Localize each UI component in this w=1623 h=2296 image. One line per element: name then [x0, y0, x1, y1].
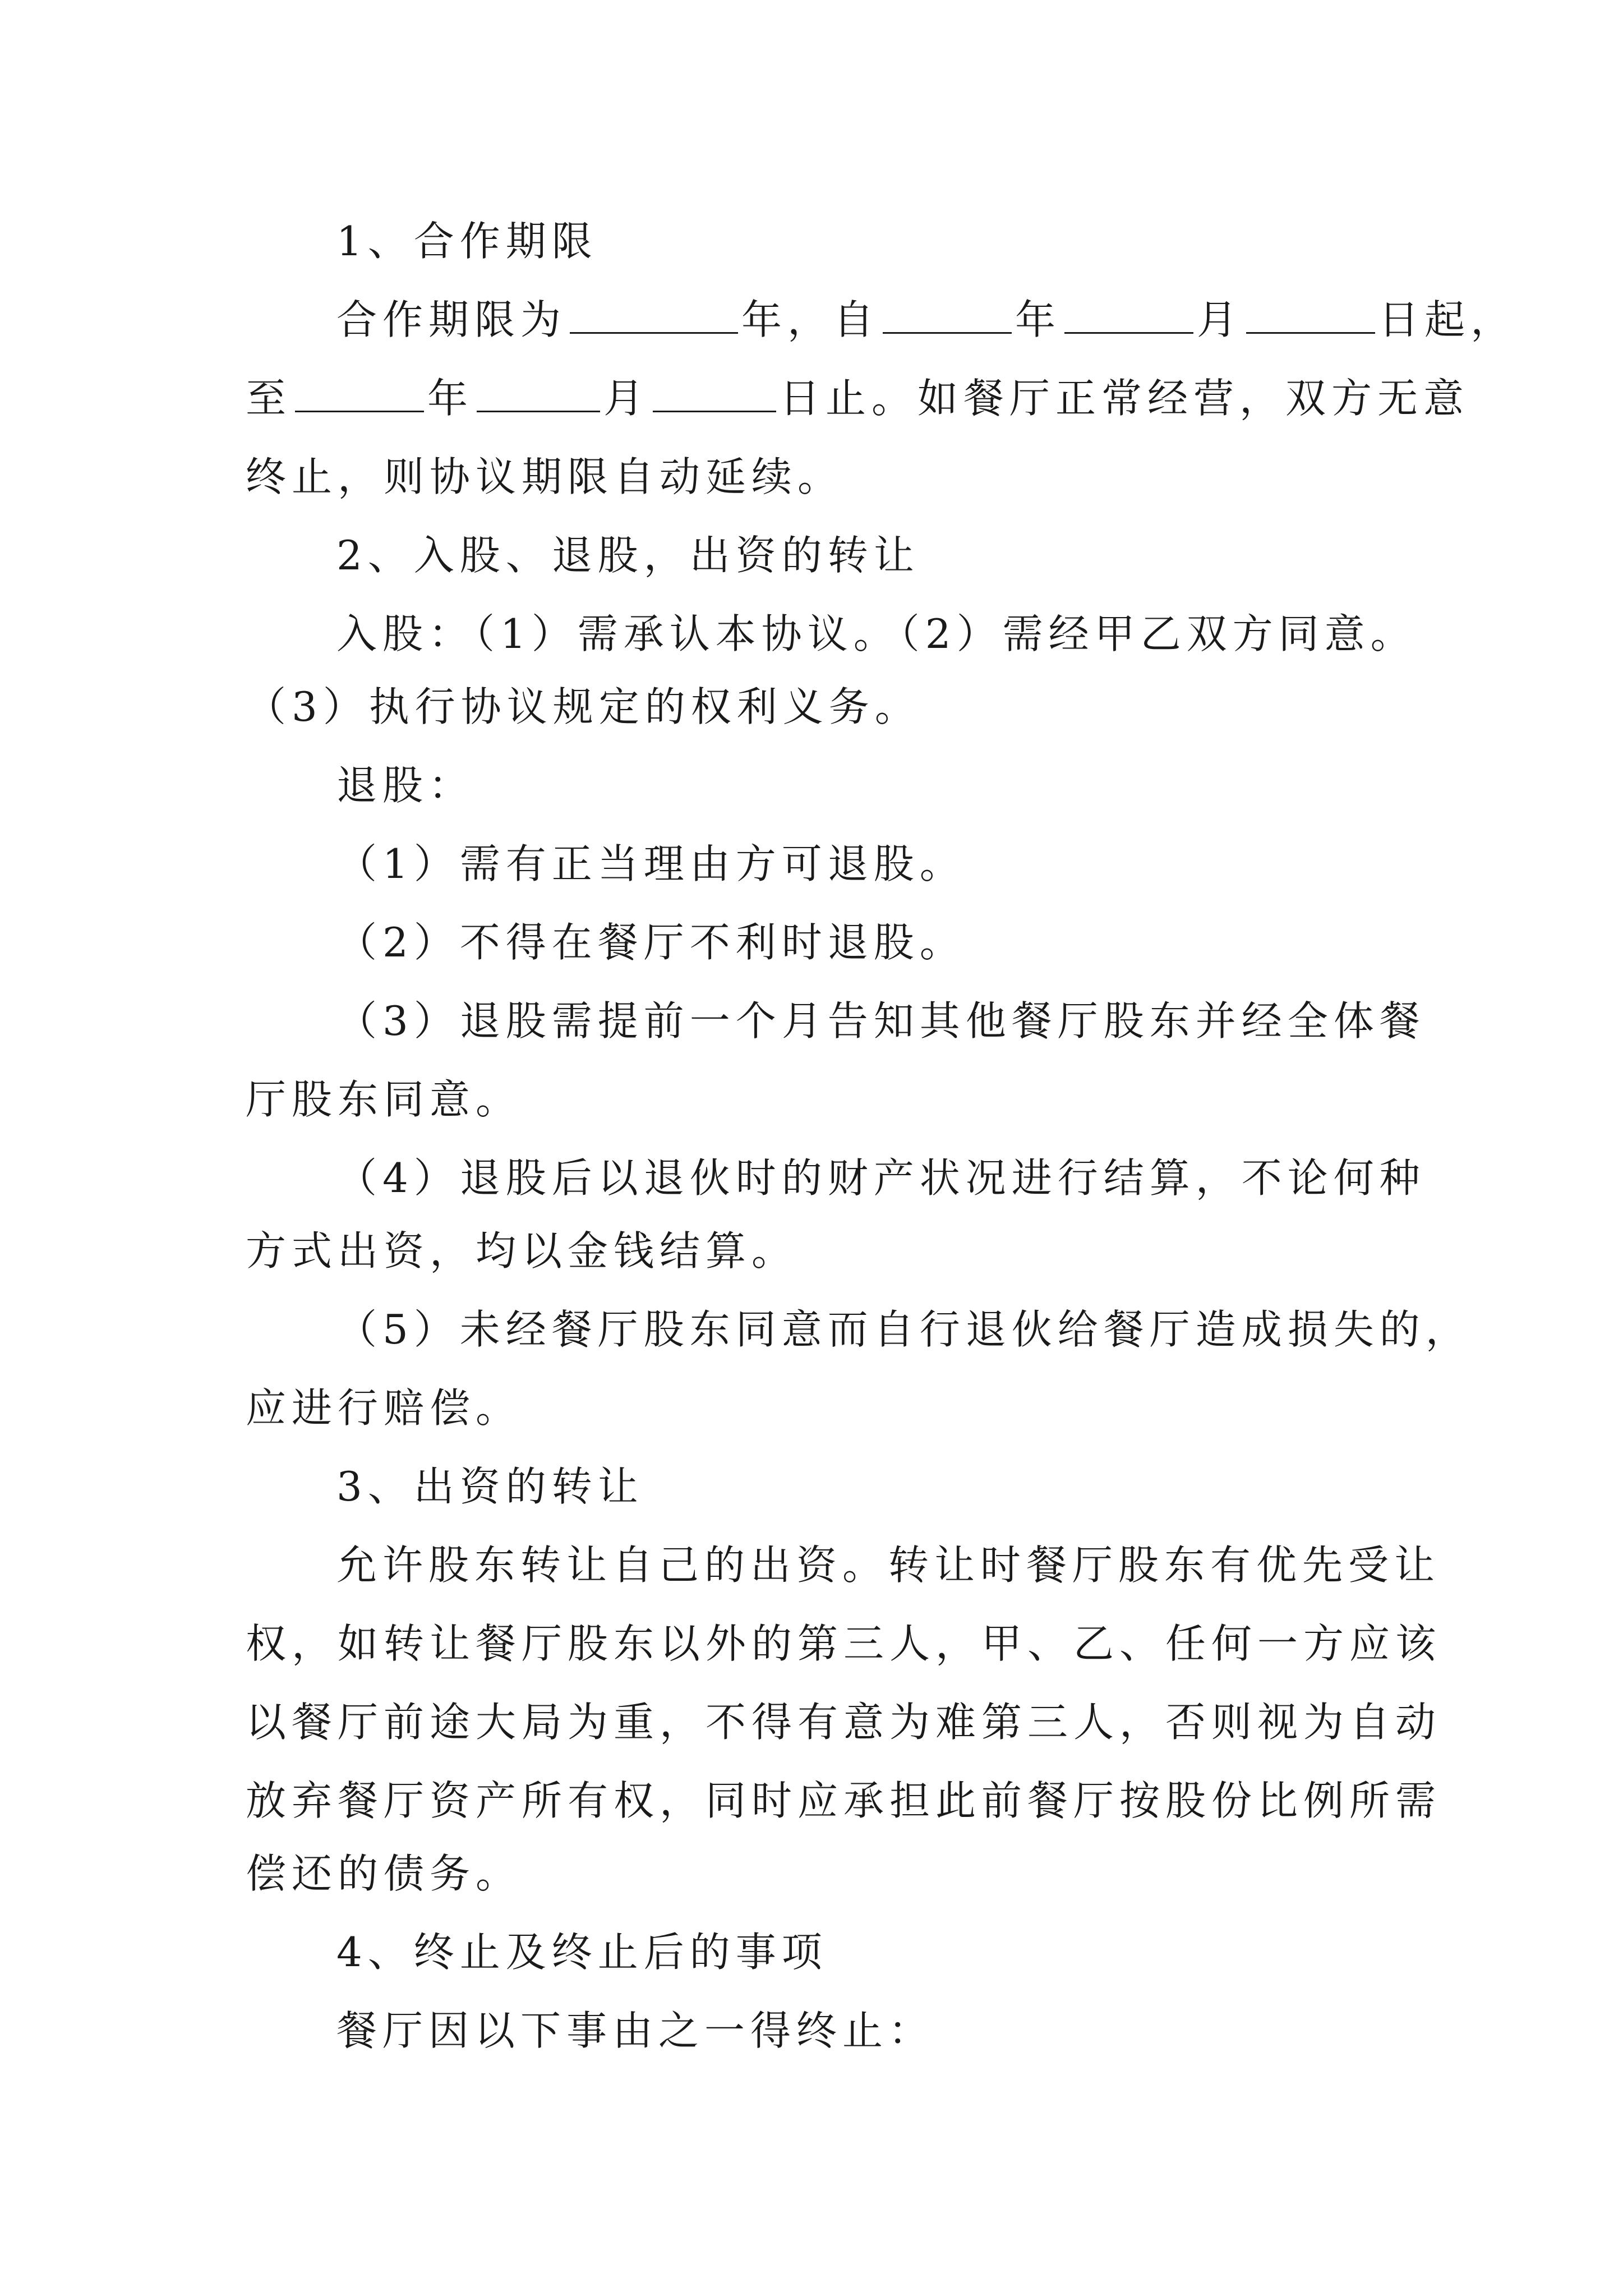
withdraw-item-5-line-2 — [0, 1369, 1623, 1447]
termination-para-line-1-text: 餐厅因以下事由之一得终止： — [336, 2007, 935, 2054]
term-period-line — [0, 280, 1623, 359]
term-end-line — [0, 359, 1623, 438]
withdraw-heading-text: 退股： — [336, 762, 475, 809]
transfer-para-line-4-text: 放弃餐厅资产所有权，同时应承担此前餐厅按股份比例所需 — [246, 1777, 1442, 1824]
withdraw-item-4-line-2 — [0, 1212, 1623, 1290]
start-month-blank — [1064, 297, 1193, 334]
section-1-heading-text: 1、合作期限 — [336, 218, 598, 265]
term-years-unit: 年，自 — [741, 296, 880, 343]
start-day-unit: 日起， — [1378, 296, 1517, 343]
withdraw-item-5-line-1 — [0, 1290, 1623, 1369]
withdraw-item-3-line-1 — [0, 982, 1623, 1060]
transfer-para-line-5 — [0, 1834, 1623, 1913]
withdraw-item-3-line-2 — [0, 1060, 1623, 1139]
withdraw-item-1-text: （1）需有正当理由方可退股。 — [336, 840, 966, 887]
term-auto-renew-text: 终止，则协议期限自动延续。 — [246, 453, 844, 500]
withdraw-heading — [0, 746, 1623, 825]
start-month-unit: 月 — [1197, 296, 1243, 343]
start-day-blank — [1246, 297, 1375, 334]
start-year-unit: 年 — [1015, 296, 1062, 343]
withdraw-item-3-line-2-text: 厅股东同意。 — [246, 1076, 522, 1123]
join-line-1-text: 入股：（1）需承认本协议。（2）需经甲乙双方同意。 — [336, 610, 1417, 657]
end-year-blank — [295, 376, 424, 412]
section-3-heading — [0, 1447, 1623, 1526]
withdraw-item-3-line-1-text: （3）退股需提前一个月告知其他餐厅股东并经全体餐 — [336, 997, 1426, 1045]
withdraw-item-1 — [0, 825, 1623, 903]
join-line-2-text: （3）执行协议规定的权利义务。 — [246, 683, 921, 730]
transfer-para-line-2 — [0, 1604, 1623, 1683]
end-month-unit: 月 — [603, 375, 650, 422]
section-3-heading-text: 3、出资的转让 — [336, 1463, 644, 1510]
withdraw-item-2-text: （2）不得在餐厅不利时退股。 — [336, 919, 966, 966]
transfer-para-line-4 — [0, 1761, 1623, 1840]
term-years-blank — [570, 297, 738, 334]
transfer-para-line-3-text: 以餐厅前途大局为重，不得有意为难第三人，否则视为自动 — [246, 1699, 1442, 1746]
transfer-para-line-5-text: 偿还的债务。 — [246, 1850, 522, 1897]
term-period-label: 合作期限为 — [336, 296, 567, 343]
start-year-blank — [883, 297, 1012, 334]
section-1-heading — [0, 202, 1623, 280]
section-4-heading — [0, 1913, 1623, 1991]
end-month-blank — [477, 376, 600, 412]
withdraw-item-5-line-2-text: 应进行赔偿。 — [246, 1384, 522, 1432]
withdraw-item-2 — [0, 903, 1623, 982]
section-2-heading — [0, 516, 1623, 595]
withdraw-item-4-line-1-text: （4）退股后以退伙时的财产状况进行结算，不论何种 — [336, 1154, 1426, 1202]
term-end-prefix: 至 — [246, 375, 292, 422]
withdraw-item-4-line-1 — [0, 1139, 1623, 1217]
termination-para-line-1 — [0, 1991, 1623, 2070]
end-year-unit: 年 — [427, 375, 474, 422]
transfer-para-line-3 — [0, 1683, 1623, 1761]
transfer-para-line-1 — [0, 1526, 1623, 1604]
end-day-suffix: 日止。如餐厅正常经营，双方无意 — [780, 375, 1470, 422]
join-line-2 — [0, 668, 1623, 746]
term-auto-renew-line — [0, 438, 1623, 516]
end-day-blank — [653, 376, 776, 412]
section-2-heading-text: 2、入股、退股，出资的转让 — [336, 532, 920, 579]
section-4-heading-text: 4、终止及终止后的事项 — [336, 1929, 828, 1976]
withdraw-item-5-line-1-text: （5）未经餐厅股东同意而自行退伙给餐厅造成损失的， — [336, 1306, 1472, 1353]
join-line-1 — [0, 595, 1623, 673]
withdraw-item-4-line-2-text: 方式出资，均以金钱结算。 — [246, 1227, 798, 1274]
transfer-para-line-2-text: 权，如转让餐厅股东以外的第三人，甲、乙、任何一方应该 — [246, 1620, 1442, 1667]
transfer-para-line-1-text: 允许股东转让自己的出资。转让时餐厅股东有优先受让 — [336, 1542, 1441, 1589]
